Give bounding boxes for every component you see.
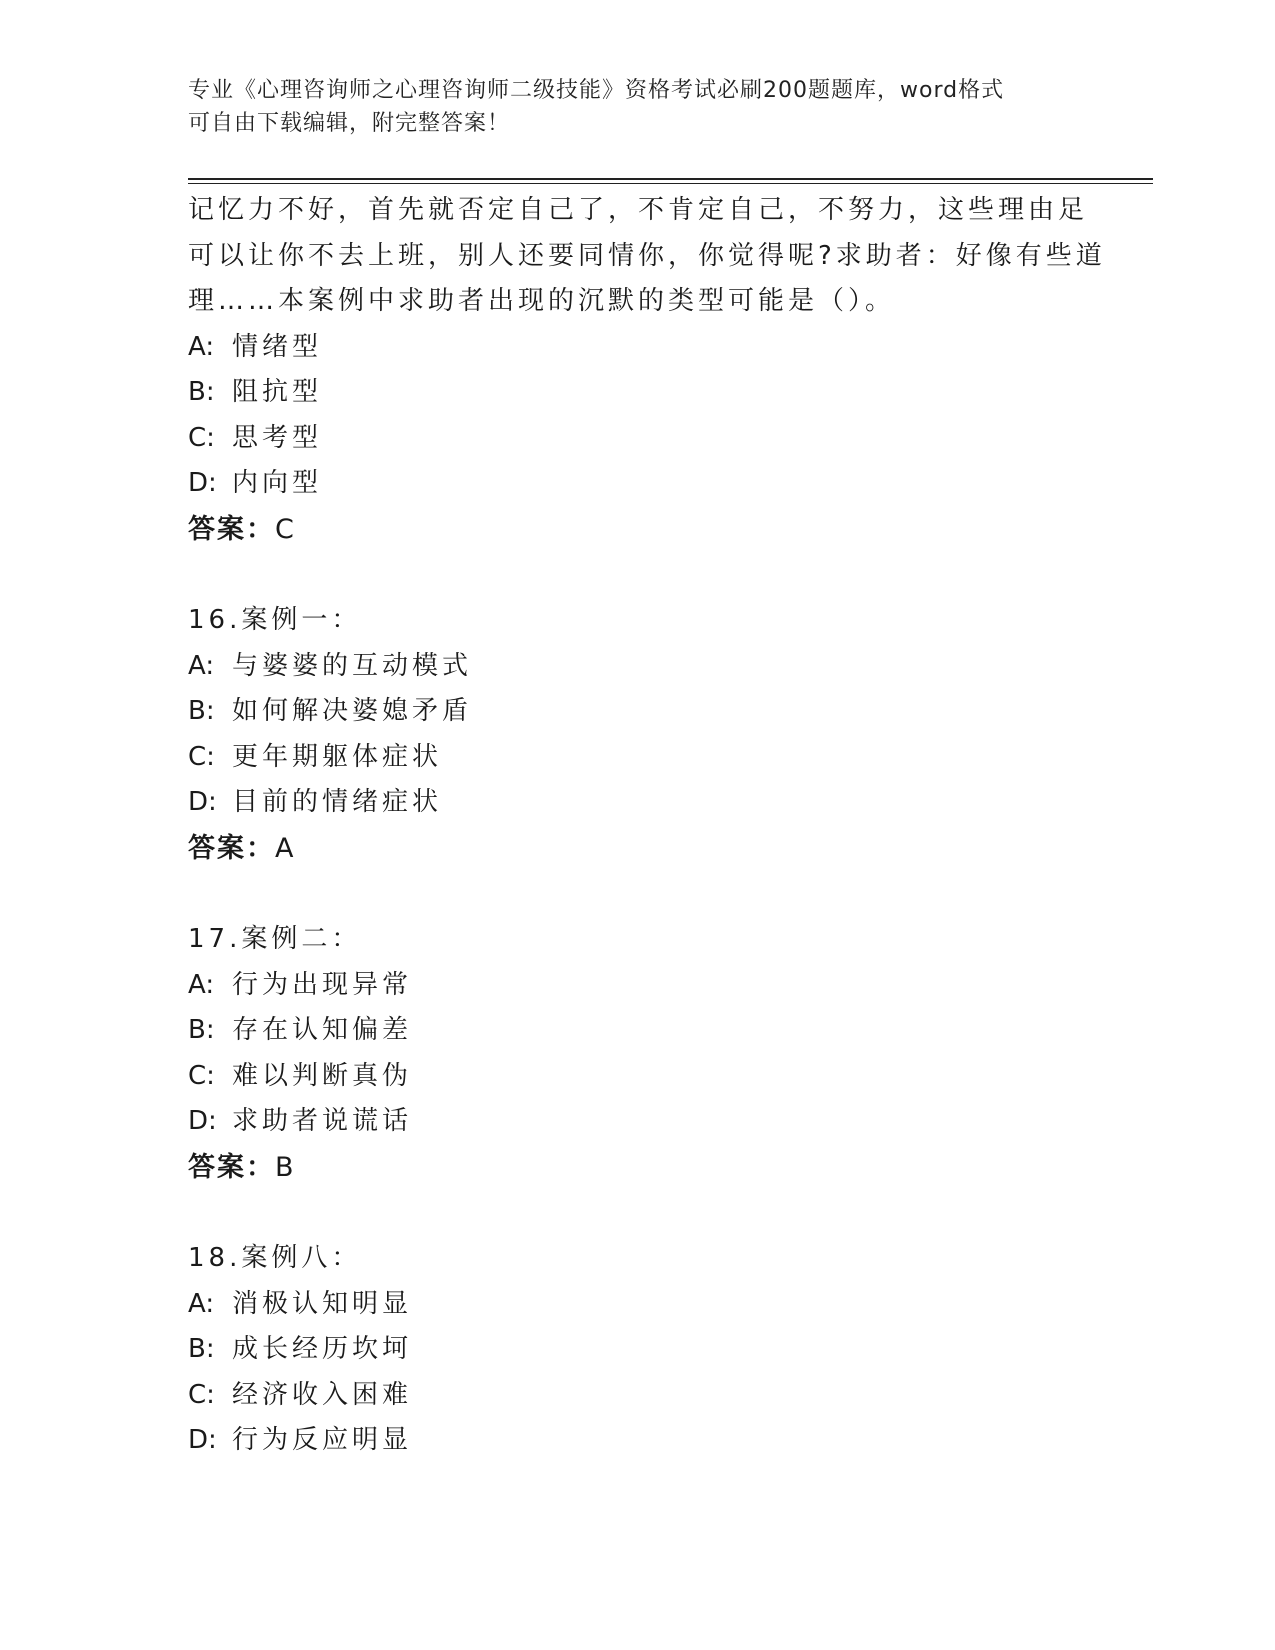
option-key: A:: [188, 331, 215, 362]
option-d: [188, 461, 1088, 507]
option-a: [188, 644, 1088, 690]
option-c: [188, 735, 1088, 781]
option-key: C:: [188, 1060, 215, 1091]
option-text: 更年期躯体症状: [232, 741, 443, 772]
answer-line: [188, 826, 1088, 872]
option-text: 成长经历坎坷: [232, 1334, 413, 1364]
question-17: [188, 917, 1088, 1190]
header-divider-thin: [188, 183, 1153, 184]
answer-value: B: [275, 1151, 296, 1183]
answer-line: [188, 507, 1088, 553]
option-d: [188, 1099, 1088, 1145]
answer-line: [188, 1145, 1088, 1191]
option-key: A:: [188, 650, 215, 681]
option-key: D:: [188, 787, 217, 817]
option-b: [188, 689, 1088, 735]
option-key: B:: [188, 377, 215, 407]
answer-label: 答案：: [188, 513, 275, 545]
spacer: [188, 1190, 1088, 1236]
option-c: [188, 1054, 1088, 1100]
option-text: 求助者说谎话: [232, 1106, 413, 1136]
option-key: A:: [188, 969, 215, 1000]
question-16: [188, 598, 1088, 871]
option-key: D:: [188, 468, 217, 498]
option-key: B:: [188, 1334, 215, 1364]
question-stem-line: 可以让你不去上班，别人还要同情你，你觉得呢?求助者：好像有些道: [188, 240, 1106, 271]
option-text: 情绪型: [232, 331, 323, 362]
question-15: [188, 188, 1106, 552]
option-text: 思考型: [232, 422, 323, 453]
answer-label: 答案：: [188, 1151, 275, 1183]
option-a: [188, 325, 1088, 371]
option-b: [188, 1008, 1088, 1054]
answer-value: C: [275, 513, 296, 545]
option-text: 与婆婆的互动模式: [232, 650, 473, 681]
option-c: [188, 1373, 1088, 1419]
option-key: C:: [188, 1379, 215, 1410]
option-b: [188, 370, 1088, 416]
question-18: [188, 1236, 1088, 1464]
option-key: B:: [188, 696, 215, 726]
option-a: [188, 1282, 1088, 1328]
option-b: [188, 1327, 1088, 1373]
option-text: 难以判断真伪: [232, 1060, 413, 1091]
document-body: [188, 188, 1106, 1464]
option-text: 存在认知偏差: [232, 1015, 413, 1045]
option-key: C:: [188, 422, 215, 453]
header-line-1: 专业《心理咨询师之心理咨询师二级技能》资格考试必刷200题题库，word格式: [188, 78, 1005, 103]
answer-value: A: [275, 832, 296, 864]
option-key: C:: [188, 741, 215, 772]
document-header: [188, 74, 1068, 140]
header-line-2: 可自由下载编辑，附完整答案！: [188, 111, 511, 136]
option-text: 经济收入困难: [232, 1379, 413, 1410]
option-key: B:: [188, 1015, 215, 1045]
question-title: 17.案例二：: [188, 924, 362, 954]
option-d: [188, 1418, 1088, 1464]
question-stem-line: 记忆力不好，首先就否定自己了，不肯定自己，不努力，这些理由足: [188, 195, 1089, 225]
header-divider-thick: [188, 178, 1153, 180]
option-key: A:: [188, 1288, 215, 1319]
question-stem-line: 理……本案例中求助者出现的沉默的类型可能是（）。: [188, 286, 896, 316]
question-title: 18.案例八：: [188, 1243, 362, 1273]
option-text: 目前的情绪症状: [232, 787, 443, 817]
question-title: 16.案例一：: [188, 605, 362, 635]
option-text: 消极认知明显: [232, 1288, 413, 1319]
option-text: 行为出现异常: [232, 969, 413, 1000]
option-key: D:: [188, 1425, 217, 1455]
option-a: [188, 963, 1088, 1009]
option-d: [188, 780, 1088, 826]
answer-label: 答案：: [188, 832, 275, 864]
option-c: [188, 416, 1088, 462]
spacer: [188, 552, 1088, 598]
option-text: 内向型: [232, 468, 323, 498]
option-text: 行为反应明显: [232, 1425, 413, 1455]
option-text: 如何解决婆媳矛盾: [232, 696, 473, 726]
spacer: [188, 871, 1088, 917]
option-key: D:: [188, 1106, 217, 1136]
option-text: 阻抗型: [232, 377, 323, 407]
